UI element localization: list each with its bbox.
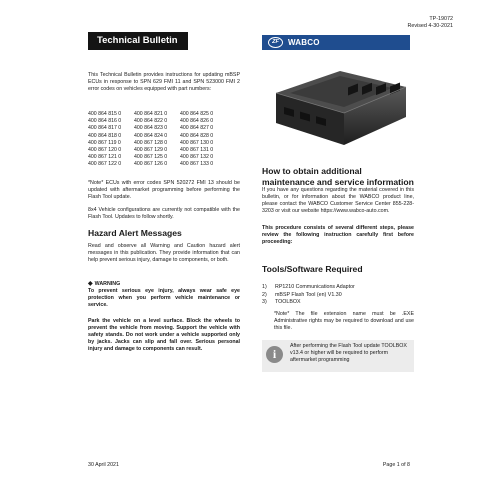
- park-warning-body: Park the vehicle on a level surface. Block the wheels to prevent the vehicle from moving. Support the vehicle with safety stands. Do not work under a vehicle supported only by jacks. Jacks can slip and fall over. Serious personal injury and damage to components can result.: [88, 318, 240, 353]
- document-header-info: [407, 16, 453, 30]
- part-number-row: [88, 161, 238, 168]
- part-number: 400 864 822 0: [134, 118, 168, 125]
- zf-logo: ZF: [268, 37, 283, 48]
- brand-logo-bar: [262, 35, 410, 50]
- tool-item-label: RP1210 Communications Adaptor: [275, 284, 355, 290]
- document-number: TP-19072: [429, 16, 453, 22]
- part-number: 400 867 122 0: [88, 161, 122, 168]
- part-number: 400 864 823 0: [134, 125, 168, 132]
- tools-list: [262, 284, 412, 307]
- tool-item-number: 2): [262, 291, 267, 298]
- intro-text: This Technical Bulletin provides instructions for updating mBSP ECUs in response to SPN 629 FMI 11 and SPN 523000 FMI 2 error codes on vehicles equipped with part numbers:: [88, 72, 240, 93]
- part-number-row: [88, 154, 238, 161]
- part-number-table: [88, 111, 238, 169]
- tool-item-label: mBSP Flash Tool (en) V1.30: [275, 291, 342, 298]
- bulletin-banner: Technical Bulletin: [88, 32, 188, 50]
- part-number-row: [88, 111, 238, 118]
- part-number-row: [88, 125, 238, 132]
- part-number: 400 864 818 0: [88, 132, 122, 139]
- file-extension-note: *Note* The file extension name must be .EXE Administrative rights may be required to download and use this file.: [274, 311, 414, 332]
- part-number: 400 867 121 0: [88, 154, 122, 161]
- part-number: 400 867 131 0: [180, 147, 214, 154]
- maintenance-body: If you have any questions regarding the material covered in this bulletin, or for information about the WABCO product line, please contact the WABCO Customer Service Center 855-228-3203 or visit our website https://www.wabco-auto.com.: [262, 187, 414, 215]
- part-number: 400 867 120 0: [88, 147, 122, 154]
- info-callout: [262, 340, 414, 372]
- tool-item-number: 3): [262, 299, 267, 306]
- part-number: 400 867 125 0: [134, 154, 168, 161]
- tool-item: [262, 292, 412, 300]
- warning-diamond-icon: ◆: [88, 281, 93, 287]
- part-number-row: [88, 147, 238, 154]
- ecu-product-image: [270, 67, 410, 149]
- tools-heading: Tools/Software Required: [262, 264, 363, 274]
- part-number: 400 864 827 0: [180, 125, 214, 132]
- footer-date: 30 April 2021: [88, 462, 119, 468]
- info-icon: i: [266, 346, 283, 363]
- part-number: 400 864 828 0: [180, 132, 214, 139]
- tool-item: [262, 299, 412, 307]
- tool-item: [262, 284, 412, 292]
- note-8x4: 8x4 Vehicle configurations are currently not compatible with the Flash Tool. Updates to follow shortly.: [88, 207, 240, 221]
- part-number: 400 867 130 0: [180, 139, 214, 146]
- note-ecus: *Note* ECUs with error codes SPN 520272 FMI 13 should be updated with aftermarket programming before performing the Flash Tool update.: [88, 180, 240, 201]
- warning-body: To prevent serious eye injury, always wear safe eye protection when you perform vehicle maintenance or service.: [88, 288, 240, 309]
- part-number: 400 864 816 0: [88, 118, 122, 125]
- part-number: 400 867 132 0: [180, 154, 214, 161]
- warning-label-text: WARNING: [94, 281, 121, 287]
- hazard-body: Read and observe all Warning and Caution hazard alert messages in this publication. They provide information that can help prevent serious injury, damage to components, or both.: [88, 243, 240, 264]
- info-callout-text: After performing the Flash Tool update TOOLBOX v13.4 or higher will be required to perform aftermarket programming: [290, 343, 407, 363]
- wabco-logo: WABCO: [288, 38, 320, 47]
- part-number: 400 864 826 0: [180, 118, 214, 125]
- hazard-heading: Hazard Alert Messages: [88, 228, 182, 238]
- part-number-row: [88, 133, 238, 140]
- tool-item-label: TOOLBOX: [275, 299, 301, 306]
- procedure-note: This procedure consists of several different steps, please review the following instruction carefully first before proceeding:: [262, 225, 414, 246]
- part-number: 400 864 821 0: [134, 111, 168, 117]
- maintenance-heading: How to obtain additional maintenance and service information: [262, 166, 414, 187]
- part-number-row: [88, 118, 238, 125]
- part-number: 400 864 817 0: [88, 125, 122, 132]
- part-number: 400 864 815 0: [88, 111, 122, 117]
- part-number: 400 867 119 0: [88, 139, 121, 146]
- part-number: 400 867 133 0: [180, 161, 214, 168]
- revision-date: Revised 4-30-2021: [407, 23, 453, 29]
- part-number: 400 867 128 0: [134, 139, 168, 146]
- tool-item-number: 1): [262, 284, 267, 290]
- part-number-row: [88, 140, 238, 147]
- footer-page-number: Page 1 of 8: [382, 462, 410, 468]
- part-number: 400 864 824 0: [134, 132, 168, 139]
- part-number: 400 864 825 0: [180, 111, 214, 117]
- part-number: 400 867 129 0: [134, 147, 168, 154]
- part-number: 400 867 126 0: [134, 161, 168, 168]
